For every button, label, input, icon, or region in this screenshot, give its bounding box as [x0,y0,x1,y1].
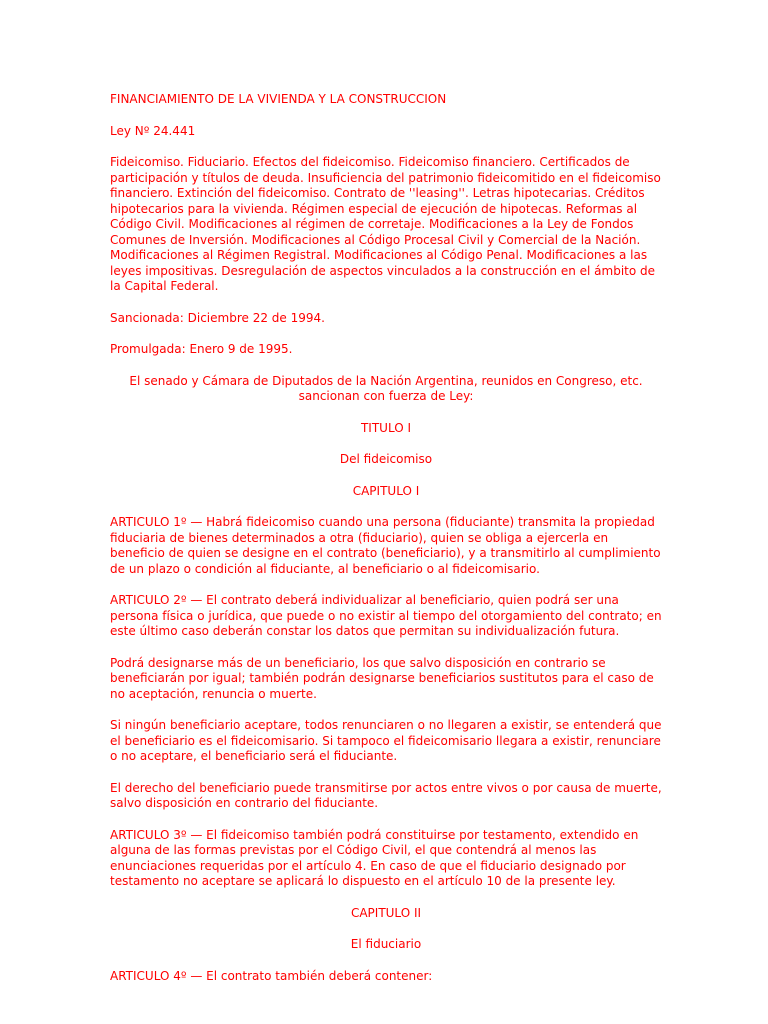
articulo-2-paragraph-4: El derecho del beneficiario puede transmitirse por actos entre vivos o por causa de muerte, salvo disposición en contrario del fiduciante. [110,780,662,810]
sancionada-date: Sancionada: Diciembre 22 de 1994. [110,310,325,325]
law-summary: Fideicomiso. Fiduciario. Efectos del fideicomiso. Fideicomiso financiero. Certificados de participación y títulos de deuda. Insuficiencia del patrimonio fideicomitido en el fideicomiso financiero. Extinción del fideicomiso. Contrato de ''leasing''. Letras hipotecarias. Créditos hipotecarios para la vivienda. Régimen especial de ejecución de hipotecas. Reformas al Código Civil. Modificaciones al régimen de corretaje. Modificaciones a la Ley de Fondos Comunes de Inversión. Modificaciones al Código Procesal Civil y Comercial de la Nación. Modificaciones al Régimen Registral. Modificaciones al Código Penal. Modificaciones a las leyes impositivas. Desregulación de aspectos vinculados a la construcción en el ámbito de la Capital Federal. [110,155,661,293]
articulo-2-paragraph-2: Podrá designarse más de un beneficiario, los que salvo disposición en contrario se beneficiarán por igual; también podrán designarse beneficiarios sustitutos para el caso de no aceptación, renuncia o muerte. [110,655,654,701]
articulo-2-paragraph-3: Si ningún beneficiario aceptare, todos renunciaren o no llegaren a existir, se entenderá que el beneficiario es el fideicomisario. Si tampoco el fideicomisario llegara a existir, renunciare o no aceptare, el beneficiario será el fiduciante. [110,718,662,763]
capitulo-1-heading: CAPITULO I [352,483,420,498]
document-page [110,92,662,1000]
titulo-heading: TITULO I [360,420,412,435]
promulgada-date: Promulgada: Enero 9 de 1995. [110,342,293,356]
articulo-1: ARTICULO 1º — Habrá fideicomiso cuando una persona (fiduciante) transmita la propiedad fiduciaria de bienes determinados a otra (fiduciario), quien se obliga a ejercerla en beneficio de quien se designe en el contrato (beneficiario), y a transmitirlo al cumplimiento de un plazo o condición al fiduciante, al beneficiario o al fideicomisario. [110,515,661,576]
articulo-4: ARTICULO 4º — El contrato también deberá contener: [110,968,433,983]
enactment-formula: El senado y Cámara de Diputados de la Nación Argentina, reunidos en Congreso, etc. sancionan con fuerza de Ley: [129,373,643,403]
capitulo-2-name: El fiduciario [350,937,422,951]
articulo-3: ARTICULO 3º — El fideicomiso también podrá constituirse por testamento, extendido en alguna de las formas previstas por el Código Civil, el que contendrá al menos las enunciaciones requeridas por el artículo 4. En caso de que el fiduciario designado por testamento no aceptare se aplicará lo dispuesto en el artículo 10 de la presente ley. [110,827,639,888]
articulo-2: ARTICULO 2º — El contrato deberá individualizar al beneficiario, quien podrá ser una persona física o jurídica, que puede o no existir al tiempo del otorgamiento del contrato; en este último caso deberán constar los datos que permitan su individualización futura. [110,593,662,638]
document-title: FINANCIAMIENTO DE LA VIVIENDA Y LA CONSTRUCCION [110,92,447,106]
law-number: Ley Nº 24.441 [110,123,196,138]
capitulo-2-heading: CAPITULO II [350,905,422,920]
titulo-name: Del fideicomiso [339,452,433,466]
